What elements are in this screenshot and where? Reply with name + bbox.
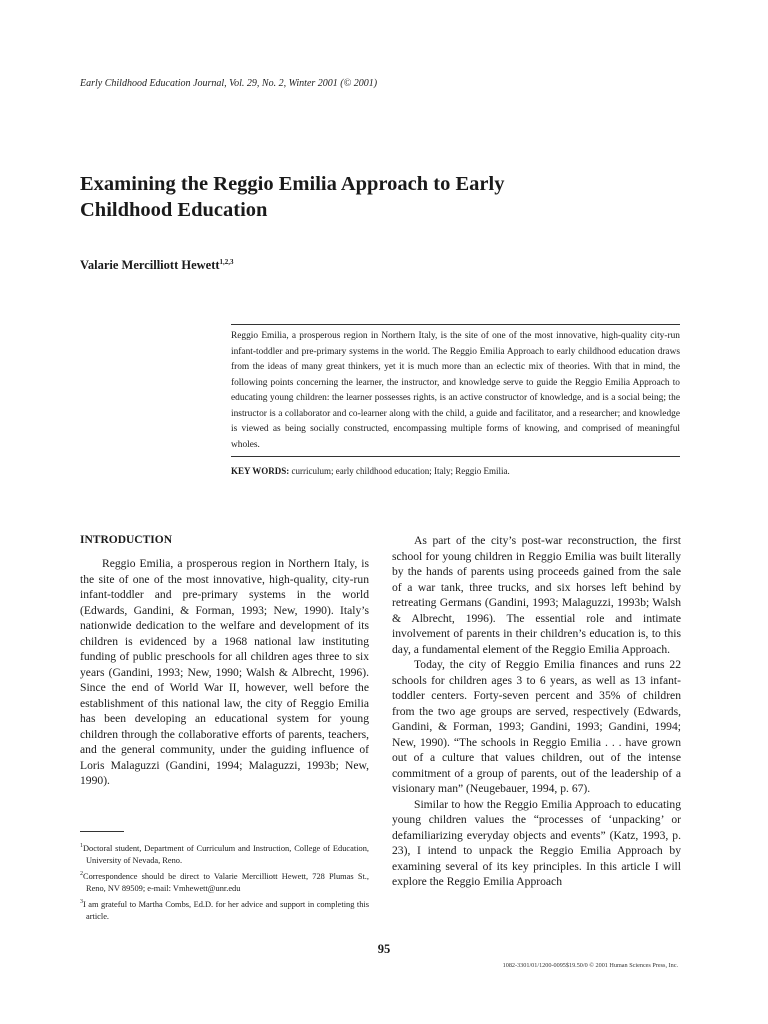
keywords-list: curriculum; early childhood education; Italy; Reggio Emilia. — [291, 466, 510, 476]
footnote-1-text: Doctoral student, Department of Curriculum and Instruction, College of Education, University of Nevada, Reno. — [83, 843, 369, 865]
footnote-1 — [80, 840, 369, 867]
section-heading-introduction: INTRODUCTION — [80, 534, 173, 546]
abstract — [231, 324, 680, 478]
footnote-2-mark: 2 — [80, 871, 83, 878]
author-name: Valarie Mercilliott Hewett — [80, 258, 220, 273]
keywords-label: KEY WORDS: — [231, 466, 290, 476]
body-paragraph-3: Similar to how the Reggio Emilia Approach to educating young children values the “processes of ‘unpacking’ or defamiliarizing everyday objects and events” (Katz, 1993, p. 23), I intend to unpack the Reggio Emilia Approach by examining several of its key principles. In this article I will explore the Reggio Emilia Approach — [392, 797, 681, 888]
article-title: Examining the Reggio Emilia Approach to Early Childhood Education — [80, 173, 505, 221]
footnote-3 — [80, 896, 369, 923]
footnote-3-mark: 3 — [80, 899, 83, 906]
footnote-1-mark: 1 — [80, 843, 83, 849]
abstract-text: Reggio Emilia, a prosperous region in Northern Italy, is the site of one of the most innovative, high-quality city-run infant-toddler and pre-primary systems in the world. The Reggio Emilia Approach to early childhood education draws from the ideas of many great thinkers, yet it is much more than an eclectic mix of theories. With that in mind, the following points concerning the learner, the instructor, and knowledge serve to guide the Reggio Emilia Approach to educating young children: the learner possesses rights, is an active constructor of knowledge, and is a social being; the instructor is a collaborator and co-learner along with the child, a guide and facilitator, and a researcher; and knowledge is viewed as being socially constructed, encompassing multiple forms of knowing, and comprised of meaningful wholes. — [231, 331, 680, 450]
author-footnote-marks: 1,2,3 — [219, 258, 234, 266]
page-number: 95 — [377, 942, 391, 956]
journal-citation: Early Childhood Education Journal, Vol. 29, No. 2, Winter 2001 (© 2001) — [80, 78, 378, 89]
right-column — [392, 533, 681, 890]
copyright-line: 1082-3301/01/1200-0095$19.50/0 © 2001 Human Sciences Press, Inc. — [502, 962, 678, 969]
footnotes — [80, 840, 369, 925]
footnote-2 — [80, 868, 369, 895]
footnote-3-text: I am grateful to Martha Combs, Ed.D. for her advice and support in completing this article. — [83, 900, 369, 922]
author-line — [80, 258, 234, 273]
left-column — [80, 533, 369, 789]
abstract-bottom-rule — [231, 456, 680, 457]
footnote-divider — [80, 831, 124, 832]
footnote-2-text: Correspondence should be direct to Valarie Mercilliott Hewett, 728 Plumas St., Reno, NV 89509; e-mail: Vmhewett@unr.edu — [83, 872, 369, 894]
intro-paragraph: Reggio Emilia, a prosperous region in Northern Italy, is the site of one of the most innovative, high-quality, city-run infant-toddler and pre-primary systems in the world (Edwards, Gandini, & Forman, 1993; New, 1990). Italy’s nationwide dedication to the welfare and development of its children is evidenced by a 1968 national law instituting funding of public preschools for all children ages three to six years (Gandini, 1993; New, 1990; Walsh & Albrecht, 1996). Since the end of World War II, however, well before the establishment of this national law, the city of Reggio Emilia has been developing an educational system for young children through the collaborative efforts of parents, teachers, and the general community, under the guiding influence of Loris Malaguzzi (Gandini, 1994; Malaguzzi, 1993b; New, 1990). — [80, 557, 369, 787]
body-paragraph-1: As part of the city’s post-war reconstruction, the first school for young children in Reggio Emilia was built literally by the hands of parents using proceeds gained from the sale of a war tank, three trucks, and six horses left behind by retreating Germans (Gandini, 1993; Malaguzzi, 1993b; Walsh & Albrecht, 1996). The essential role and intimate involvement of parents in their children’s education is, to this day, a fundamental element of the Reggio Emilia Approach. — [392, 534, 681, 656]
body-paragraph-2: Today, the city of Reggio Emilia finances and runs 22 schools for children ages 3 to 6 years, as well as 13 infant-toddler centers. Forty-seven percent and 35% of children from the two age groups are served, respectively (Edwards, Gandini, & Forman, 1993; Gandini, 1993; Gandini, 1994; New, 1990). “The schools in Reggio Emilia . . . have grown out of a culture that values children, out of the intense commitment of a group of parents, out of the leadership of a visionary man” (Neugebauer, 1994, p. 67). — [392, 658, 681, 795]
keywords — [231, 464, 680, 478]
